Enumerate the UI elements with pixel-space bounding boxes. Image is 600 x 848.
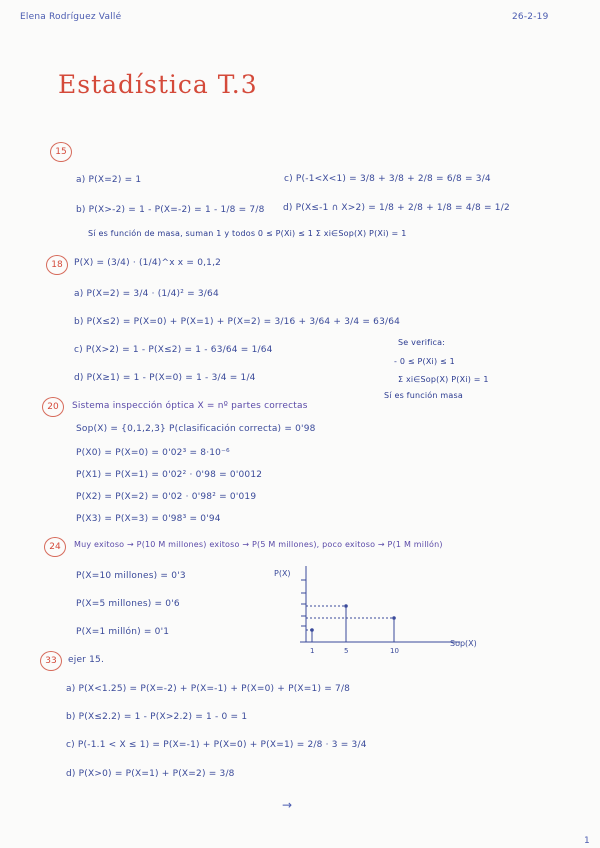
problem-number: 33 bbox=[40, 651, 62, 671]
x-tick-label: 1 bbox=[310, 647, 315, 655]
note-line: Se verifica: bbox=[398, 338, 446, 347]
problem-number: 18 bbox=[46, 255, 68, 275]
note-line: - 0 ≤ P(Xi) ≤ 1 bbox=[394, 357, 455, 366]
answer-line: a) P(X=2) = 3/4 · (1/4)² = 3/64 bbox=[74, 289, 219, 299]
answer-line: P(X=5 millones) = 0'6 bbox=[76, 599, 180, 609]
note-line: Sí es función masa bbox=[384, 391, 463, 400]
x-axis-label: Sop(X) bbox=[450, 639, 477, 648]
answer-line: b) P(X≤2) = P(X=0) + P(X=1) + P(X=2) = 3/16 + 3/64 + 3/4 = 63/64 bbox=[74, 317, 401, 327]
x-tick-label: 10 bbox=[390, 647, 399, 655]
note-line: Σ xi∈Sop(X) P(Xi) = 1 bbox=[398, 375, 489, 384]
answer-line: a) P(X<1.25) = P(X=-2) + P(X=-1) + P(X=0) + P(X=1) = 7/8 bbox=[66, 684, 351, 694]
answer-line: b) P(X≤2.2) = 1 - P(X>2.2) = 1 - 0 = 1 bbox=[66, 712, 248, 722]
author-name: Elena Rodríguez Vallé bbox=[20, 12, 122, 22]
answer-line: a) P(X=2) = 1 bbox=[76, 175, 142, 185]
problem-number: 24 bbox=[44, 537, 66, 557]
answer-line: P(X=1 millón) = 0'1 bbox=[76, 627, 170, 637]
answer-line: P(X3) = P(X=3) = 0'98³ = 0'94 bbox=[76, 514, 221, 524]
answer-line: P(X0) = P(X=0) = 0'02³ = 8·10⁻⁶ bbox=[76, 448, 230, 458]
next-page-arrow: → bbox=[282, 798, 293, 812]
statement-line: Muy exitoso → P(10 M millones) exitoso → P(5 M millones), poco exitoso → P(1 M millón) bbox=[74, 540, 443, 549]
answer-line: c) P(-1<X<1) = 3/8 + 3/8 + 2/8 = 6/8 = 3/4 bbox=[284, 174, 491, 184]
x-tick-label: 5 bbox=[344, 647, 349, 655]
answer-line: P(X1) = P(X=1) = 0'02² · 0'98 = 0'0012 bbox=[76, 470, 263, 480]
problem-number: 20 bbox=[42, 397, 64, 417]
formula-line: P(X) = (3/4) · (1/4)^x x = 0,1,2 bbox=[74, 258, 222, 268]
statement-line: Sistema inspección óptica X = nº partes correctas bbox=[72, 401, 308, 411]
answer-line: d) P(X≤-1 ∩ X>2) = 1/8 + 2/8 + 1/8 = 4/8 = 1/2 bbox=[283, 203, 510, 213]
answer-line: c) P(-1.1 < X ≤ 1) = P(X=-1) + P(X=0) + P(X=1) = 2/8 · 3 = 3/4 bbox=[66, 740, 367, 750]
answer-line: c) P(X>2) = 1 - P(X≤2) = 1 - 63/64 = 1/64 bbox=[74, 345, 273, 355]
date: 26-2-19 bbox=[512, 12, 549, 22]
y-axis-label: P(X) bbox=[274, 569, 291, 578]
probability-stem-plot bbox=[270, 560, 510, 660]
note-line: Sí es función de masa, suman 1 y todos 0 ≤ P(Xi) ≤ 1 Σ xi∈Sop(X) P(Xi) = 1 bbox=[88, 229, 407, 238]
reference-line: ejer 15. bbox=[68, 655, 105, 665]
answer-line: Sop(X) = {0,1,2,3} P(clasificación correcta) = 0'98 bbox=[76, 424, 316, 434]
answer-line: d) P(X≥1) = 1 - P(X=0) = 1 - 3/4 = 1/4 bbox=[74, 373, 256, 383]
page-title: Estadística T.3 bbox=[58, 70, 258, 99]
answer-line: P(X2) = P(X=2) = 0'02 · 0'98² = 0'019 bbox=[76, 492, 257, 502]
answer-line: P(X=10 millones) = 0'3 bbox=[76, 571, 186, 581]
answer-line: b) P(X>-2) = 1 - P(X=-2) = 1 - 1/8 = 7/8 bbox=[76, 205, 265, 215]
answer-line: d) P(X>0) = P(X=1) + P(X=2) = 3/8 bbox=[66, 769, 235, 779]
problem-number: 15 bbox=[50, 142, 72, 162]
page-number: 1 bbox=[584, 836, 590, 846]
